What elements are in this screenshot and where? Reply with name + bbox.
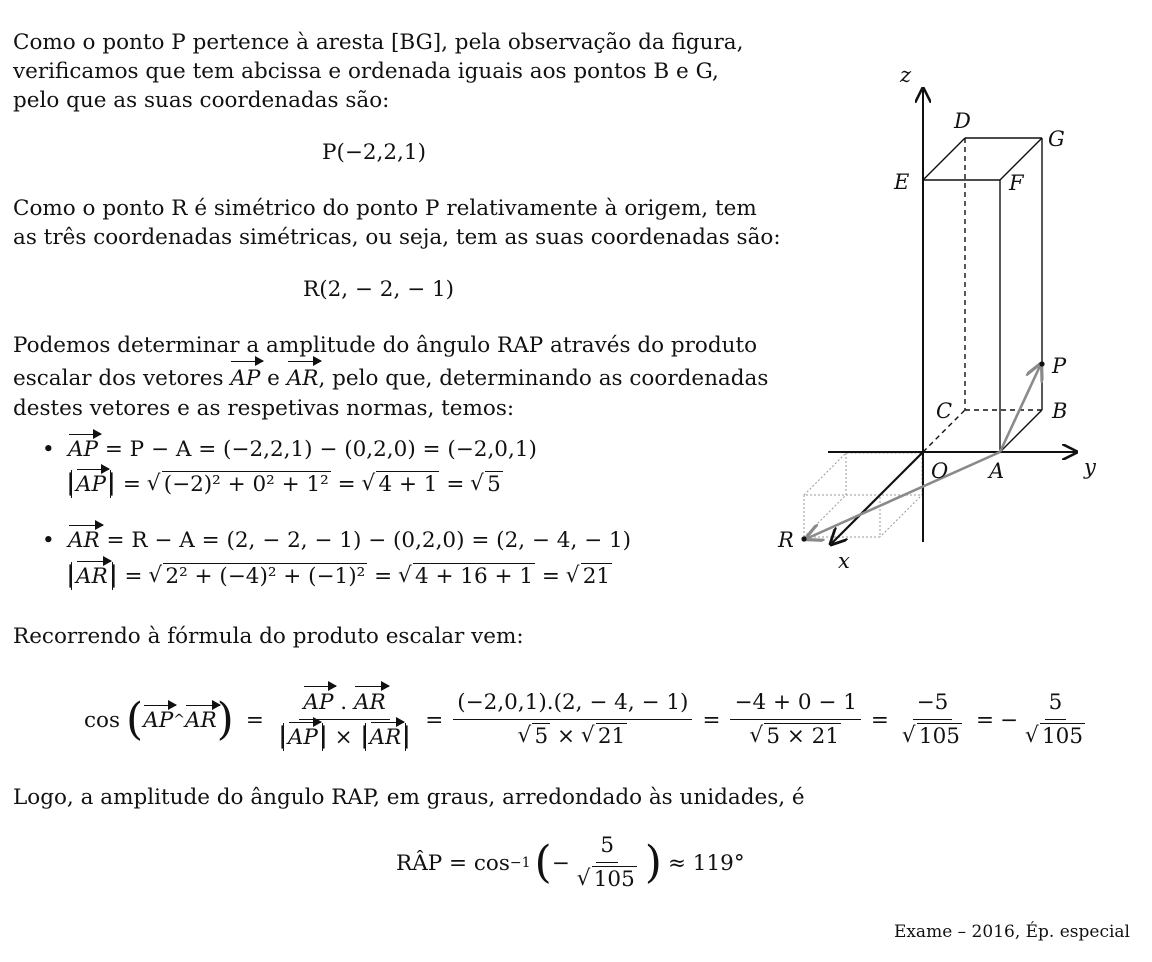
sqrt-6 [567,564,612,589]
label-y: y [1084,455,1096,479]
para3-text-b: e [260,366,287,391]
vector-ap: AP [287,724,318,750]
bullet1-line1 [68,437,537,462]
bullet1-equals-3: = [439,472,472,497]
bullet1-line2 [66,470,503,498]
vector-ar: AR [76,564,108,589]
para3-text-c: , pelo que, determinando as coordenadas [318,366,769,391]
hat-symbol: ^ [173,712,185,728]
equals-2: = [425,707,444,733]
bullet1-eq: = P − A = (−2,2,1) − (0,2,0) = (−2,0,1) [98,437,537,462]
rad-105: 105 [1041,724,1084,749]
label-p: P [1052,354,1067,378]
bullet2-equals-2: = [367,564,399,589]
bullet1-equals-2: = [330,472,363,497]
fraction-3 [730,689,860,751]
equals-1: = [245,707,264,733]
equals-4: = [870,707,889,733]
para1-line1: Como o ponto P pertence à aresta [BG], pela observação da figura, [13,30,744,55]
vector-ar: AR [353,689,386,715]
bullet2-line2 [66,562,612,590]
bullet2-equals: = [117,564,150,589]
vector-ar: AR [68,528,100,553]
rad-5: 5 [534,724,549,749]
dot-op: . [333,689,354,715]
radicand-6: 21 [582,564,611,589]
inverse-exponent: −1 [509,855,531,871]
rad-21: 21 [597,724,626,749]
radicand-4: 2² + (−4)² + (−1)² [165,564,366,589]
vector-ar: AR [286,366,319,391]
source-label: Exame – 2016, Ép. especial [893,922,1130,942]
para3-line3: destes vetores e as respetivas normas, temos: [13,396,515,421]
vector-ap: AP [68,437,98,462]
final-result: ≈ 119° [667,850,745,876]
label-c: C [936,399,953,423]
negative-sign: − [999,707,1018,733]
equals-5: = [975,707,994,733]
rad-105: 105 [918,724,960,749]
fraction-2 [453,689,692,751]
final-equation [396,828,745,898]
para1-line2: verificamos que tem abcissa e ordenada iguais aos pontos B e G, [13,59,719,84]
vector-ar: AR [184,707,217,733]
para3-text-a: escalar dos vetores [13,366,231,391]
label-z: z [900,63,912,87]
radicand-1: (−2)² + 0² + 1² [163,472,329,497]
label-r: R [778,528,794,552]
geometry-figure [770,50,1130,580]
point-p [1039,361,1044,366]
label-x: x [838,549,850,573]
para2-line2: as três coordenadas simétricas, ou seja, tem as suas coordenadas são: [13,225,781,250]
final-den: 105 [593,867,635,892]
para2-line1: Como o ponto R é simétrico do ponto P relativamente à origem, tem [13,196,757,221]
fraction-1 [274,689,415,752]
final-neg: − [551,850,570,876]
para3-line1: Podemos determinar a amplitude do ângulo RAP através do produto [13,333,758,358]
vector-ap: AP [143,707,174,733]
fraction-4-num: −5 [913,689,953,720]
para5: Logo, a amplitude do ângulo RAP, em graus, arredondado às unidades, é [13,785,805,810]
sqrt-5 [399,564,535,589]
bullet2-line1 [68,528,631,553]
bullet2-eq: = R − A = (2, − 2, − 1) − (0,2,0) = (2, − 4, − 1) [99,528,632,553]
label-e: E [894,170,910,194]
vector-ap: AP [303,689,334,715]
equation-r: R(2, − 2, − 1) [303,277,455,302]
vector-ap-arrow [1000,366,1040,452]
sqrt-3 [471,472,503,497]
norm-ar [365,723,407,751]
label-b: B [1052,399,1068,423]
para3-line2 [13,364,768,393]
norm-ap [283,723,323,751]
cosine-formula [84,680,1093,760]
final-lhs: RÂP = cos [396,850,510,876]
para4: Recorrendo à fórmula do produto escalar vem: [13,624,524,649]
label-a: A [989,459,1005,483]
sqrt-1 [148,472,331,497]
sqrt-2 [362,472,439,497]
sqrt-4 [149,564,367,589]
paren-close: ) [216,694,234,745]
paren-open: ( [126,694,144,745]
cos-label: cos [84,707,121,733]
label-g: G [1048,127,1065,151]
paren-open: ( [534,837,552,888]
bullet1-equals: = [116,472,148,497]
vector-ar: AR [369,724,402,750]
point-r [801,536,806,541]
paren-close: ) [644,837,662,888]
radicand-2: 4 + 1 [378,472,438,497]
fraction-5-num: 5 [1045,689,1067,720]
norm-ap [71,470,111,498]
norm-ar [71,562,113,590]
final-fraction [574,832,641,894]
equation-p: P(−2,2,1) [322,140,426,165]
fraction-3-num: −4 + 0 − 1 [730,689,860,720]
para1-line3: pelo que as suas coordenadas são: [13,88,390,113]
rad-5x21: 5 × 21 [766,724,840,749]
label-d: D [954,109,971,133]
fraction-4 [899,689,966,751]
equals-3: = [702,707,721,733]
label-o: O [931,459,949,483]
radicand-3: 5 [487,472,501,497]
bullet2-equals-3: = [535,564,567,589]
vector-ap: AP [76,472,106,497]
final-num: 5 [596,832,618,863]
times-op: × [327,724,360,750]
vector-ar-arrow [808,452,1000,538]
vector-ap: AP [230,366,261,391]
times-op: × [550,724,582,749]
fraction-2-num: (−2,0,1).(2, − 4, − 1) [453,689,692,720]
label-f: F [1009,171,1024,195]
fraction-5 [1022,689,1089,751]
radicand-5: 4 + 16 + 1 [414,564,534,589]
